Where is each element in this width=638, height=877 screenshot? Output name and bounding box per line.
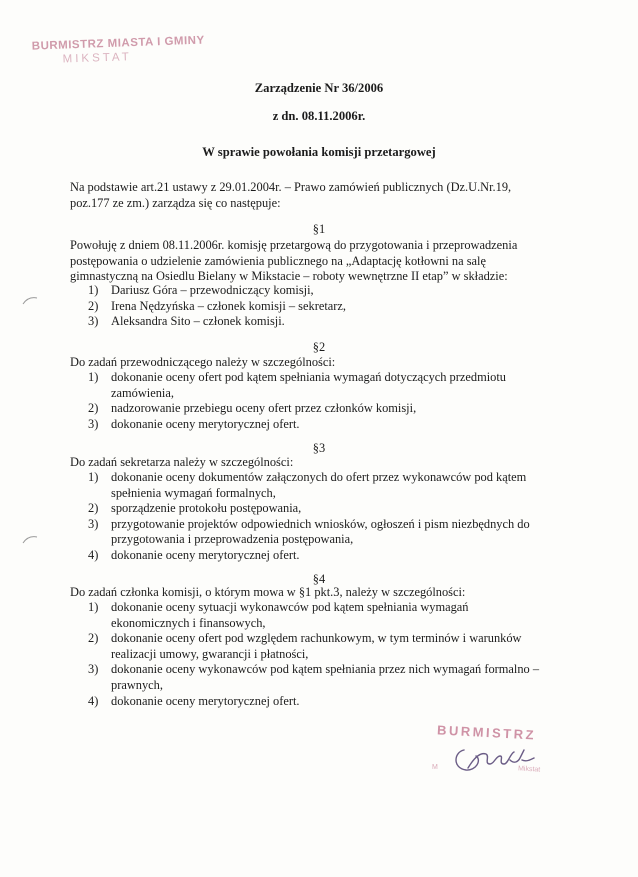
section-1-line-3: gimnastyczną na Osiedlu Bielany w Mikstacie – roboty wewnętrzne II etap” w składzie:	[70, 269, 508, 284]
item-number: 4)	[88, 547, 99, 562]
mayor-stamp-top	[31, 34, 205, 67]
list-item	[88, 283, 558, 299]
document-date: z dn. 08.11.2006r.	[272, 109, 366, 123]
list-item	[88, 662, 558, 693]
member-duties-list	[88, 600, 558, 709]
document-title: Zarządzenie Nr 36/2006	[254, 81, 384, 95]
section-2-mark: §2	[312, 340, 326, 354]
list-item	[88, 299, 558, 315]
item-text: Aleksandra Sito – członek komisji.	[111, 314, 285, 329]
list-item	[88, 548, 558, 564]
item-text-cont: zamówienia,	[111, 385, 174, 400]
item-text-cont: przygotowania i przeprowadzenia postępowania,	[111, 532, 354, 547]
item-number: 3)	[88, 516, 99, 531]
margin-mark	[22, 535, 38, 545]
item-text: przygotowanie projektów odpowiednich wniosków, ogłoszeń i pism niezbędnych do	[111, 516, 530, 531]
chair-duties-list	[88, 370, 558, 432]
item-number: 1)	[88, 370, 99, 384]
list-item	[88, 501, 558, 517]
section-4-mark: §4	[312, 572, 326, 586]
item-text: nadzorowanie przebiegu oceny ofert przez członków komisji,	[111, 401, 417, 416]
stamp-line-2: MIKSTAT	[62, 51, 132, 66]
intro-line-2: poz.177 ze zm.) zarządza się co następuje:	[70, 195, 281, 210]
item-text: dokonanie oceny ofert pod kątem spełniania wymagań dotyczących przedmiotu	[111, 370, 506, 384]
list-item	[88, 401, 558, 417]
section-1-mark: §1	[312, 222, 326, 236]
stamp-small-right: Mikstat	[517, 765, 541, 774]
item-text: dokonanie oceny merytorycznej ofert.	[111, 547, 300, 562]
item-text: Irena Nędzyńska – członek komisji – sekretarz,	[111, 298, 346, 313]
item-text: dokonanie oceny ofert pod względem rachunkowym, w tym terminów i warunków	[111, 631, 522, 646]
item-text-cont: realizacji umowy, gwarancji i płatności,	[111, 646, 309, 661]
item-number: 1)	[88, 283, 99, 297]
document-subject: W sprawie powołania komisji przetargowej	[202, 145, 436, 159]
stamp-heading: BURMISTRZ	[436, 722, 537, 743]
item-number: 3)	[88, 314, 99, 329]
section-1-line-2: postępowania o udzielenie zamówienia publicznego na „Adaptację kotłowni na salę	[70, 253, 486, 268]
section-2-intro: Do zadań przewodniczącego należy w szczególności:	[70, 355, 336, 369]
item-number: 1)	[88, 600, 99, 614]
section-3-intro: Do zadań sekretarza należy w szczególności:	[70, 455, 294, 469]
section-3-mark: §3	[312, 441, 326, 455]
item-text: dokonanie oceny dokumentów załączonych do ofert przez wykonawców pod kątem	[111, 470, 527, 484]
item-text: sporządzenie protokołu postępowania,	[111, 501, 302, 516]
intro-paragraph	[70, 180, 570, 211]
stamp-line-1: BURMISTRZ MIASTA I GMINY	[31, 34, 205, 53]
item-text: Dariusz Góra – przewodniczący komisji,	[111, 283, 314, 297]
item-text-cont: spełnienia wymagań formalnych,	[111, 485, 276, 500]
item-text: dokonanie oceny merytorycznej ofert.	[111, 693, 300, 708]
section-1-body	[70, 238, 570, 285]
secretary-duties-list	[88, 470, 558, 564]
item-number: 1)	[88, 470, 99, 484]
item-number: 2)	[88, 501, 99, 516]
item-text-cont: prawnych,	[111, 677, 163, 692]
section-4-intro: Do zadań członka komisji, o którym mowa w §1 pkt.3, należy w szczególności:	[70, 585, 466, 599]
stamp-small-left: M	[432, 764, 438, 771]
item-number: 2)	[88, 298, 99, 313]
list-item	[88, 694, 558, 710]
item-number: 3)	[88, 416, 99, 431]
list-item	[88, 470, 558, 501]
list-item	[88, 370, 558, 401]
item-text: dokonanie oceny sytuacji wykonawców pod kątem spełniania wymagań	[111, 600, 469, 614]
margin-mark	[22, 296, 38, 306]
committee-members-list	[88, 283, 558, 330]
list-item	[88, 517, 558, 548]
section-1-line-1: Powołuję z dniem 08.11.2006r. komisję przetargową do przygotowania i przeprowadzenia	[70, 238, 518, 252]
item-number: 4)	[88, 693, 99, 708]
list-item	[88, 314, 558, 330]
item-number: 2)	[88, 401, 99, 416]
handwritten-signature	[450, 738, 540, 774]
item-number: 2)	[88, 631, 99, 646]
item-text: dokonanie oceny merytorycznej ofert.	[111, 416, 300, 431]
list-item	[88, 417, 558, 433]
list-item	[88, 600, 558, 631]
item-number: 3)	[88, 662, 99, 677]
intro-line-1: Na podstawie art.21 ustawy z 29.01.2004r. – Prawo zamówień publicznych (Dz.U.Nr.19,	[70, 180, 512, 194]
item-text-cont: ekonomicznych i finansowych,	[111, 615, 266, 630]
item-text: dokonanie oceny wykonawców pod kątem spełniania przez nich wymagań formalno –	[111, 662, 540, 677]
list-item	[88, 631, 558, 662]
